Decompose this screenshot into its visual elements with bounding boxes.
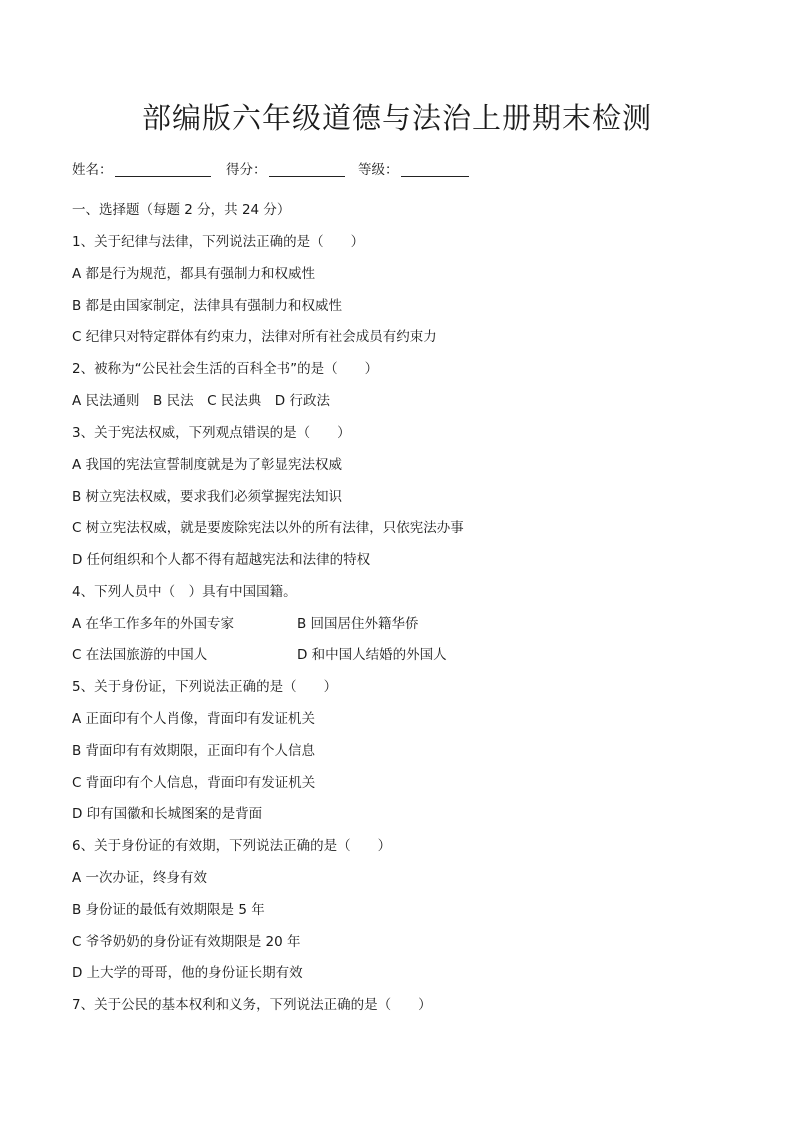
q6-option-a: A 一次办证，终身有效: [72, 870, 208, 886]
name-field: [72, 158, 211, 178]
grade-blank: [401, 162, 469, 177]
q6-option-d: D 上大学的哥哥，他的身份证长期有效: [72, 965, 303, 981]
q5-option-b: B 背面印有有效期限，正面印有个人信息: [72, 743, 316, 759]
question-3: 3、关于宪法权威，下列观点错误的是（ ）: [72, 425, 351, 441]
question-2: 2、被称为“公民社会生活的百科全书”的是（ ）: [72, 361, 379, 377]
q4-option-c: C 在法国旅游的中国人: [72, 647, 208, 663]
score-field: [226, 158, 345, 178]
q5-option-d: D 印有国徽和长城图案的是背面: [72, 806, 263, 822]
question-1: 1、关于纪律与法律，下列说法正确的是（ ）: [72, 234, 365, 250]
name-label: 姓名：: [72, 162, 113, 178]
question-4: 4、下列人员中（ ）具有中国国籍。: [72, 584, 297, 600]
q3-option-a: A 我国的宪法宣誓制度就是为了彰显宪法权威: [72, 457, 343, 473]
question-7: 7、关于公民的基本权利和义务，下列说法正确的是（ ）: [72, 997, 432, 1013]
q5-option-a: A 正面印有个人肖像，背面印有发证机关: [72, 711, 316, 727]
q3-option-d: D 任何组织和个人都不得有超越宪法和法律的特权: [72, 552, 371, 568]
q3-option-b: B 树立宪法权威，要求我们必须掌握宪法知识: [72, 489, 343, 505]
section-heading: 一、选择题（每题 2 分，共 24 分）: [72, 202, 291, 218]
page-title: 部编版六年级道德与法治上册期末检测: [141, 101, 652, 135]
grade-label: 等级：: [358, 162, 399, 178]
q4-option-d: D 和中国人结婚的外国人: [297, 647, 447, 663]
q3-option-c: C 树立宪法权威，就是要废除宪法以外的所有法律，只依宪法办事: [72, 520, 464, 536]
score-blank: [269, 162, 345, 177]
q6-option-b: B 身份证的最低有效期限是 5 年: [72, 902, 265, 918]
q6-option-c: C 爷爷奶奶的身份证有效期限是 20 年: [72, 934, 301, 950]
q5-option-c: C 背面印有个人信息，背面印有发证机关: [72, 775, 316, 791]
q4-option-a: A 在华工作多年的外国专家: [72, 616, 235, 632]
q1-option-a: A 都是行为规范，都具有强制力和权威性: [72, 266, 316, 282]
name-blank: [115, 162, 211, 177]
q1-option-c: C 纪律只对特定群体有约束力，法律对所有社会成员有约束力: [72, 329, 437, 345]
score-label: 得分：: [226, 162, 267, 178]
q4-option-b: B 回国居住外籍华侨: [297, 616, 419, 632]
q1-option-b: B 都是由国家制定，法律具有强制力和权威性: [72, 298, 343, 314]
question-5: 5、关于身份证，下列说法正确的是（ ）: [72, 679, 338, 695]
question-6: 6、关于身份证的有效期，下列说法正确的是（ ）: [72, 838, 392, 854]
q2-options: A 民法通则 B 民法 C 民法典 D 行政法: [72, 393, 330, 409]
grade-field: [358, 158, 469, 178]
